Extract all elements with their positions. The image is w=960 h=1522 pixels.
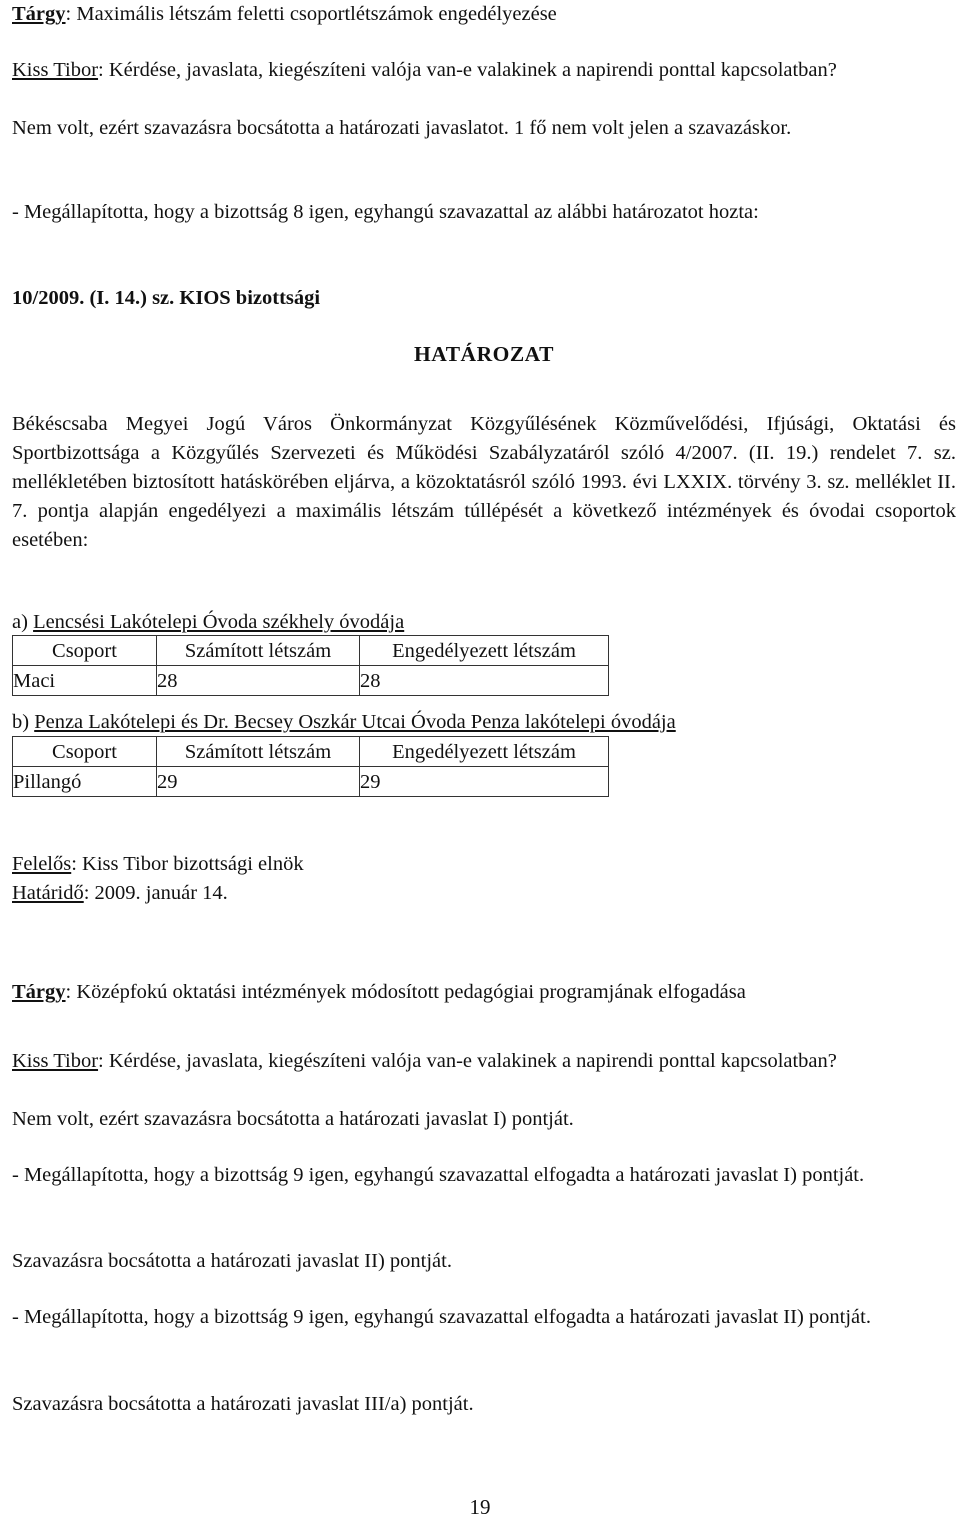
subject-label: Tárgy bbox=[12, 981, 66, 1003]
speaker-name: Kiss Tibor bbox=[12, 59, 99, 81]
institution-a-table bbox=[12, 635, 956, 696]
header-approved: Engedélyezett létszám bbox=[360, 636, 609, 666]
finding-2-1: - Megállapította, hogy a bizottság 9 igen, egyhangú szavazattal elfogadta a határozati javaslat I) pontját. bbox=[12, 1164, 865, 1186]
cell-approved: 28 bbox=[360, 666, 609, 696]
subject-line-2 bbox=[12, 978, 956, 1007]
subject-text: : Középfokú oktatási intézmények módosított pedagógiai programjának elfogadása bbox=[65, 981, 746, 1003]
institution-b-table bbox=[12, 736, 956, 797]
resolution-body: Békéscsaba Megyei Jogú Város Önkormányzat Közgyűlésének Közművelődési, Ifjúsági, Oktatási és Sportbizottsága a Közgyűlés Szervezeti és Működési Szabályzatáról szóló 4/2007. (II. 19.) rendelet 7. sz. mellékletében biztosított hatáskörében eljárva, a közoktatásról szóló 1993. évi LXXIX. törvény 3. sz. melléklet II. 7. pontja alapján engedélyezi a maximális létszám túllépését a következő intézmények és óvodai csoportok esetében: bbox=[12, 413, 956, 551]
resolution-reference: 10/2009. (I. 14.) sz. KIOS bizottsági bbox=[12, 287, 321, 309]
cell-group: Pillangó bbox=[13, 767, 157, 797]
header-calculated: Számított létszám bbox=[157, 636, 360, 666]
cell-calculated: 28 bbox=[157, 666, 360, 696]
question-text: : Kérdése, javaslata, kiegészíteni valója van-e valakinek a napirendi ponttal kapcsolatban? bbox=[98, 1050, 837, 1072]
cell-group: Maci bbox=[13, 666, 157, 696]
cell-approved: 29 bbox=[360, 767, 609, 797]
responsible-line bbox=[12, 850, 956, 879]
question-text: : Kérdése, javaslata, kiegészíteni valója van-e valakinek a napirendi ponttal kapcsolatban? bbox=[98, 59, 837, 81]
institution-b-name: Penza Lakótelepi és Dr. Becsey Oszkár Utcai Óvoda Penza lakótelepi óvodája bbox=[34, 711, 676, 733]
subject-label: Tárgy bbox=[12, 3, 66, 25]
deadline-value: : 2009. január 14. bbox=[83, 882, 228, 904]
institution-a-heading: a) Lencsési Lakótelepi Óvoda székhely óvodája bbox=[12, 611, 405, 633]
cell-calculated: 29 bbox=[157, 767, 360, 797]
resolution-title: HATÁROZAT bbox=[414, 342, 554, 366]
table-header-row bbox=[13, 636, 609, 666]
header-group: Csoport bbox=[13, 636, 157, 666]
table-row bbox=[13, 666, 609, 696]
table-header-row bbox=[13, 737, 609, 767]
finding-2-2: - Megállapította, hogy a bizottság 9 igen, egyhangú szavazattal elfogadta a határozati javaslat II) pontját. bbox=[12, 1306, 871, 1328]
speaker-name: Kiss Tibor bbox=[12, 1050, 99, 1072]
finding-1: - Megállapította, hogy a bizottság 8 igen, egyhangú szavazattal az alábbi határozatot hozta: bbox=[12, 201, 759, 223]
subject-text: : Maximális létszám feletti csoportlétszámok engedélyezése bbox=[65, 3, 557, 25]
header-group: Csoport bbox=[13, 737, 157, 767]
no-question-line-1: Nem volt, ezért szavazásra bocsátotta a határozati javaslatot. 1 fő nem volt jelen a szavazáskor. bbox=[12, 117, 792, 139]
vote-line-3: Szavazásra bocsátotta a határozati javaslat III/a) pontját. bbox=[12, 1393, 474, 1415]
vote-line-2: Szavazásra bocsátotta a határozati javaslat II) pontját. bbox=[12, 1250, 452, 1272]
deadline-line bbox=[12, 879, 956, 908]
responsible-value: : Kiss Tibor bizottsági elnök bbox=[71, 853, 304, 875]
chair-question-1 bbox=[12, 56, 956, 85]
table-row bbox=[13, 767, 609, 797]
institution-a-name: Lencsési Lakótelepi Óvoda székhely óvodája bbox=[33, 611, 405, 633]
deadline-label: Határidő bbox=[12, 882, 84, 904]
page-number: 19 bbox=[469, 1495, 491, 1519]
header-calculated: Számított létszám bbox=[157, 737, 360, 767]
header-approved: Engedélyezett létszám bbox=[360, 737, 609, 767]
chair-question-2 bbox=[12, 1047, 956, 1076]
institution-b-heading: b) Penza Lakótelepi és Dr. Becsey Oszkár Utcai Óvoda Penza lakótelepi óvodája bbox=[12, 711, 676, 733]
subject-line-1 bbox=[12, 0, 956, 29]
no-question-line-2: Nem volt, ezért szavazásra bocsátotta a határozati javaslat I) pontját. bbox=[12, 1108, 574, 1130]
responsible-label: Felelős bbox=[12, 853, 72, 875]
